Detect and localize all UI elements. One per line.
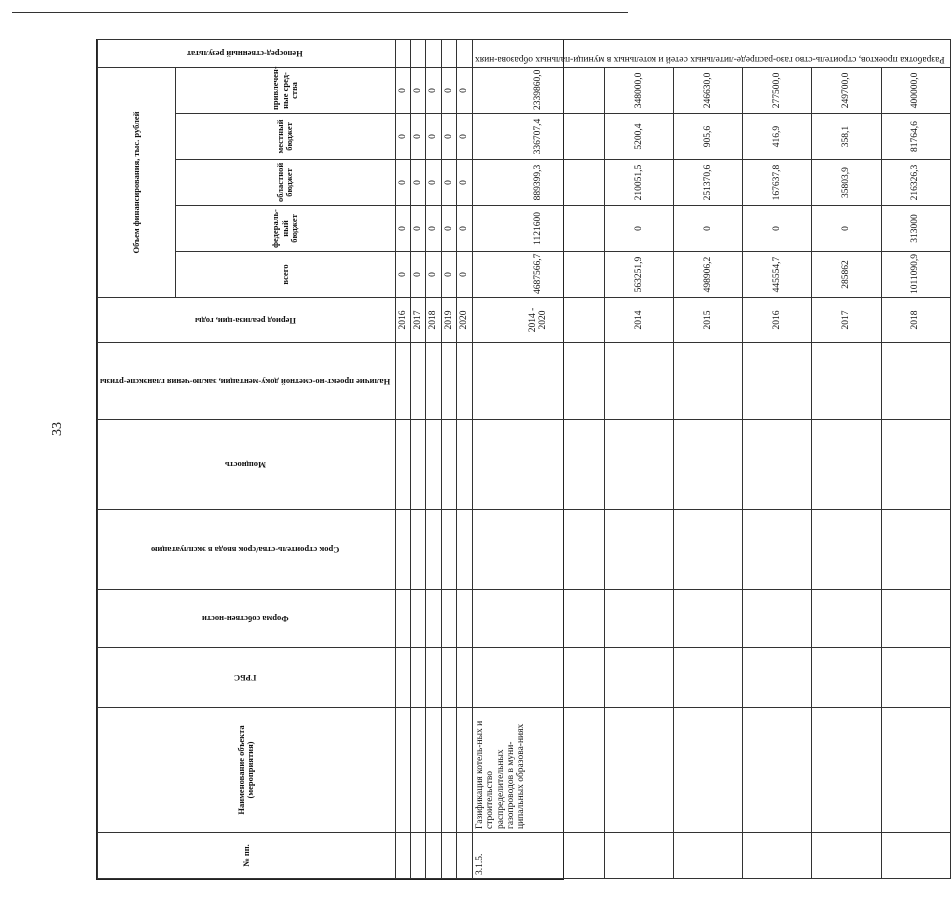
cell-local: 5200,4 [604, 114, 673, 160]
cell-blank [395, 833, 410, 879]
top-rule [12, 12, 628, 13]
cell-blank [395, 648, 410, 708]
cell-blank [881, 708, 950, 833]
cell-total: 1011090,9 [881, 252, 950, 298]
cell-blank [457, 833, 472, 879]
header-period-text: Период реализа-ции, годы [194, 315, 296, 326]
cell-blank [441, 590, 456, 648]
document-page [96, 39, 945, 880]
cell-blank [410, 833, 425, 879]
cell-blank [395, 590, 410, 648]
cell-blank [426, 343, 441, 420]
cell-blank [472, 510, 604, 590]
cell-blank [410, 510, 425, 590]
table-row [881, 39, 950, 878]
cell-blank [604, 708, 673, 833]
cell-attracted: 0 [457, 67, 472, 113]
cell-blank [812, 708, 881, 833]
table-row [410, 39, 425, 878]
cell-blank [472, 343, 604, 420]
cell-local: 0 [395, 114, 410, 160]
cell-blank [743, 648, 812, 708]
cell-blank [743, 510, 812, 590]
rotated-table-container [97, 40, 945, 879]
cell-attracted: 0 [410, 67, 425, 113]
header-federal: федераль-ный бюджет [176, 206, 395, 252]
cell-blank [743, 420, 812, 510]
cell-blank [457, 648, 472, 708]
cell-blank [673, 510, 742, 590]
cell-blank [441, 343, 456, 420]
cell-total: 285862 [812, 252, 881, 298]
cell-blank [812, 343, 881, 420]
header-construction [98, 510, 396, 590]
cell-blank [426, 648, 441, 708]
cell-blank [457, 343, 472, 420]
cell-blank [881, 590, 950, 648]
header-funding: Объем финансирования, тыс. рублей [98, 67, 176, 297]
cell-blank [673, 833, 742, 879]
cell-year: 2018 [881, 298, 950, 343]
header-name: Наименование объекта (мероприятия) [98, 708, 396, 833]
cell-blank [604, 833, 673, 879]
cell-blank [441, 648, 456, 708]
cell-federal: 0 [441, 206, 456, 252]
cell-year: 2020 [457, 298, 472, 343]
header-ownership-text: Форма собствен-ности [201, 614, 289, 625]
cell-federal: 0 [395, 206, 410, 252]
cell-total: 0 [395, 252, 410, 298]
cell-attracted: 246630,0 [673, 67, 742, 113]
cell-year: 2016 [395, 298, 410, 343]
cell-attracted: 0 [395, 67, 410, 113]
cell-year: 2019 [441, 298, 456, 343]
header-num: № пп. [98, 833, 396, 879]
cell-attracted: 400000,0 [881, 67, 950, 113]
cell-blank [457, 708, 472, 833]
cell-blank [812, 510, 881, 590]
cell-blank [410, 420, 425, 510]
cell-blank [395, 708, 410, 833]
cell-regional: 0 [426, 160, 441, 206]
cell-attracted: 249700,0 [812, 67, 881, 113]
cell-blank [457, 590, 472, 648]
cell-local: 0 [457, 114, 472, 160]
cell-blank [604, 420, 673, 510]
table-row [812, 39, 881, 878]
cell-blank [426, 833, 441, 879]
cell-federal: 1121600 [472, 206, 604, 252]
cell-item-result [472, 39, 950, 67]
cell-blank [743, 343, 812, 420]
cell-blank [395, 420, 410, 510]
cell-blank [410, 590, 425, 648]
cell-attracted: 2339860,0 [472, 67, 604, 113]
cell-federal: 0 [812, 206, 881, 252]
cell-blank [881, 510, 950, 590]
cell-year: 2016 [743, 298, 812, 343]
cell-blank [426, 39, 441, 67]
cell-blank [812, 420, 881, 510]
cell-blank [441, 420, 456, 510]
cell-local: 81764,6 [881, 114, 950, 160]
cell-local: 905,6 [673, 114, 742, 160]
cell-blank [426, 590, 441, 648]
cell-federal: 0 [743, 206, 812, 252]
cell-blank [472, 420, 604, 510]
cell-blank [743, 833, 812, 879]
cell-blank [673, 420, 742, 510]
cell-blank [881, 833, 950, 879]
cell-blank [472, 590, 604, 648]
table-row [472, 39, 604, 878]
cell-regional: 35803,9 [812, 160, 881, 206]
cell-attracted: 0 [426, 67, 441, 113]
cell-local: 0 [426, 114, 441, 160]
cell-total: 0 [426, 252, 441, 298]
cell-year: 2017 [812, 298, 881, 343]
cell-item-result-text: Разработка проектов, строитель-ство газо-распреде-лительных сетей и котельных в муници-пальных образова-ниях [474, 53, 945, 64]
header-ownership [98, 590, 396, 648]
cell-attracted: 348000,0 [604, 67, 673, 113]
table-row [743, 39, 812, 878]
cell-federal: 313000 [881, 206, 950, 252]
cell-regional: 167637,8 [743, 160, 812, 206]
cell-total: 0 [441, 252, 456, 298]
header-local: местный бюджет [176, 114, 395, 160]
header-capacity-text: Мощность [224, 460, 266, 471]
cell-total: 0 [410, 252, 425, 298]
cell-blank [812, 648, 881, 708]
cell-attracted: 0 [441, 67, 456, 113]
cell-local: 0 [441, 114, 456, 160]
header-design [98, 343, 396, 420]
cell-total: 0 [457, 252, 472, 298]
table-row [673, 39, 742, 878]
cell-year: 2014 - 2020 [472, 298, 604, 343]
cell-blank [812, 833, 881, 879]
cell-federal: 0 [426, 206, 441, 252]
table-row [441, 39, 456, 878]
cell-federal: 0 [410, 206, 425, 252]
header-design-text: Наличие проект-но-сметной доку-ментации, заклю-чения гланэкспе-ртизы [100, 376, 391, 387]
cell-blank [426, 420, 441, 510]
financing-table [97, 39, 951, 879]
cell-blank [743, 590, 812, 648]
cell-blank [881, 343, 950, 420]
cell-local: 336707,4 [472, 114, 604, 160]
table-row [395, 39, 410, 878]
cell-blank [673, 708, 742, 833]
cell-blank [604, 510, 673, 590]
cell-federal: 0 [604, 206, 673, 252]
cell-year: 2014 [604, 298, 673, 343]
cell-regional: 0 [457, 160, 472, 206]
cell-total: 445554,7 [743, 252, 812, 298]
cell-regional: 0 [395, 160, 410, 206]
cell-blank [426, 708, 441, 833]
cell-blank [604, 590, 673, 648]
cell-total: 498906,2 [673, 252, 742, 298]
cell-year: 2017 [410, 298, 425, 343]
cell-blank [441, 833, 456, 879]
cell-total: 563251,9 [604, 252, 673, 298]
cell-blank [604, 648, 673, 708]
cell-attracted: 277500,0 [743, 67, 812, 113]
cell-federal: 0 [673, 206, 742, 252]
header-grbs [98, 648, 396, 708]
header-period [98, 298, 396, 343]
header-result [98, 39, 396, 67]
cell-blank [812, 590, 881, 648]
cell-year: 2018 [426, 298, 441, 343]
header-construction-text: Срок строитель-ства/срок ввода в эксплуатацию [150, 545, 340, 556]
cell-year: 2015 [673, 298, 742, 343]
cell-local: 0 [410, 114, 425, 160]
table-row [426, 39, 441, 878]
cell-item-name: Газификация котель-ных и строительство распределительных газопроводов в муни-ципальных образова-ниях [472, 708, 604, 833]
cell-blank [604, 343, 673, 420]
cell-regional: 889399,3 [472, 160, 604, 206]
cell-item-num: 3.1.5. [472, 833, 604, 879]
cell-blank [410, 39, 425, 67]
cell-blank [395, 343, 410, 420]
cell-blank [673, 590, 742, 648]
cell-blank [426, 510, 441, 590]
cell-blank [457, 510, 472, 590]
cell-blank [743, 708, 812, 833]
cell-blank [457, 39, 472, 67]
cell-regional: 0 [410, 160, 425, 206]
cell-blank [673, 648, 742, 708]
cell-blank [457, 420, 472, 510]
table-row [457, 39, 472, 878]
header-total: всего [176, 252, 395, 298]
cell-regional: 251370,6 [673, 160, 742, 206]
cell-blank [441, 39, 456, 67]
cell-regional: 216326,3 [881, 160, 950, 206]
header-result-text: Непосред-ственный результат [187, 49, 303, 60]
cell-local: 416,9 [743, 114, 812, 160]
cell-blank [441, 708, 456, 833]
cell-local: 358,1 [812, 114, 881, 160]
cell-blank [410, 343, 425, 420]
cell-blank [395, 39, 410, 67]
cell-blank [472, 648, 604, 708]
header-capacity [98, 420, 396, 510]
cell-federal: 0 [457, 206, 472, 252]
cell-blank [395, 510, 410, 590]
cell-blank [410, 708, 425, 833]
cell-regional: 0 [441, 160, 456, 206]
cell-total: 4687566,7 [472, 252, 604, 298]
cell-regional: 210051,5 [604, 160, 673, 206]
header-regional: областной бюджет [176, 160, 395, 206]
cell-blank [673, 343, 742, 420]
cell-blank [881, 648, 950, 708]
cell-blank [881, 420, 950, 510]
cell-blank [441, 510, 456, 590]
cell-blank [410, 648, 425, 708]
header-attracted: привлечен-ные сред-ства [176, 67, 395, 113]
header-grbs-text: ГРБС [233, 673, 257, 684]
table-row [604, 39, 673, 878]
page-number: 33 [50, 422, 65, 436]
